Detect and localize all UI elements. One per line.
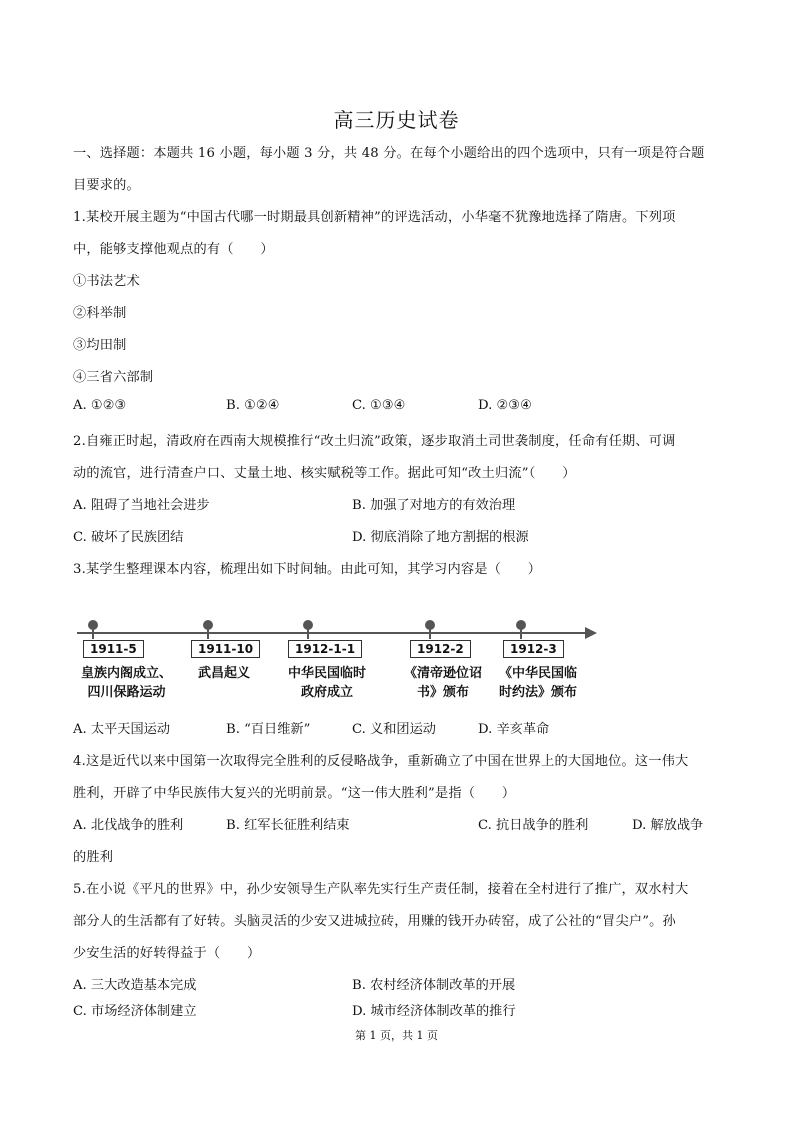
q5-stem-line2: 部分人的生活都有了好转。头脑灵活的少安又进城拉砖，用赚的钱开办砖窑，成了公社的“冒尖户”。孙: [73, 914, 676, 929]
timeline-label: [198, 664, 250, 683]
q1-item-1: ①书法艺术: [73, 274, 140, 289]
timeline-stem: [92, 629, 94, 639]
timeline-stem: [307, 629, 309, 639]
q3-option-a[interactable]: A. 太平天国运动: [73, 722, 171, 737]
q5-option-c[interactable]: C. 市场经济体制建立: [73, 1004, 197, 1019]
q1-option-d[interactable]: D. ②③④: [478, 398, 532, 413]
q1-stem-line2: 中，能够支撑他观点的有（ ）: [73, 242, 274, 257]
timeline-date: 1912-1-1: [288, 640, 362, 658]
timeline-date: 1911-5: [83, 640, 144, 658]
timeline-label-line1: 皇族内阁成立、: [81, 666, 173, 681]
q4-option-c[interactable]: C. 抗日战争的胜利: [478, 818, 589, 833]
q2-option-c[interactable]: C. 破坏了民族团结: [73, 530, 184, 545]
q4-option-a[interactable]: A. 北伐战争的胜利: [73, 818, 184, 833]
timeline-label-line2: 政府成立: [301, 685, 354, 700]
q4-stem-line1: 4.这是近代以来中国第一次取得完全胜利的反侵略战争，重新确立了中国在世界上的大国地位。这一伟大: [73, 754, 689, 769]
q1-item-2: ②科举制: [73, 306, 127, 321]
section-instructions-line2: 目要求的。: [73, 178, 140, 193]
q1-stem-line1: 1.某校开展主题为“中国古代哪一时期最具创新精神”的评选活动，小华毫不犹豫地选择了隋唐。下列项: [73, 210, 676, 225]
q5-option-a[interactable]: A. 三大改造基本完成: [73, 978, 197, 993]
timeline-date: 1912-3: [503, 640, 564, 658]
q5-stem-line1: 5.在小说《平凡的世界》中，孙少安领导生产队率先实行生产责任制，接着在全村进行了推广，双水村大: [73, 882, 689, 897]
timeline-label: [81, 664, 172, 702]
q1-option-a[interactable]: A. ①②③: [73, 398, 127, 413]
q5-option-b[interactable]: B. 农村经济体制改革的开展: [352, 978, 516, 993]
q1-item-4: ④三省六部制: [73, 370, 154, 385]
timeline-axis: [77, 632, 587, 634]
timeline-date: 1911-10: [191, 640, 260, 658]
q3-option-c[interactable]: C. 义和团运动: [352, 722, 436, 737]
q4-option-b[interactable]: B. 红军长征胜利结束: [226, 818, 350, 833]
q3-option-b[interactable]: B. “百日维新”: [226, 722, 311, 737]
timeline-date: 1912-2: [410, 640, 471, 658]
page-title: 高三历史试卷: [333, 108, 460, 132]
timeline-label-line2: 书》颁布: [417, 685, 470, 700]
q1-item-3: ③均田制: [73, 338, 127, 353]
q2-stem-line1: 2.自雍正时起，清政府在西南大规模推行“改土归流”政策，逐步取消土司世袭制度，任命有任期、可调: [73, 434, 676, 449]
timeline-label-line1: 中华民国临时: [288, 666, 367, 681]
timeline-label-line1: 《中华民国临: [499, 666, 578, 681]
timeline-stem: [207, 629, 209, 639]
q1-option-b[interactable]: B. ①②④: [226, 398, 280, 413]
q4-option-d[interactable]: D. 解放战争: [632, 818, 704, 833]
q3-option-d[interactable]: D. 辛亥革命: [478, 722, 550, 737]
q2-option-b[interactable]: B. 加强了对地方的有效治理: [352, 498, 516, 513]
timeline-stem: [520, 629, 522, 639]
q5-stem-line3: 少安生活的好转得益于（ ）: [73, 946, 261, 961]
timeline-stem: [429, 629, 431, 639]
q2-stem-line2: 动的流官，进行清查户口、丈量土地、核实赋税等工作。据此可知“改土归流”（ ）: [73, 466, 576, 481]
timeline-arrow-icon: [585, 627, 597, 639]
q4-option-d-continuation: 的胜利: [73, 850, 114, 865]
timeline-label-line1: 武昌起义: [198, 666, 251, 681]
timeline-label: [499, 664, 577, 702]
q2-option-a[interactable]: A. 阻碍了当地社会进步: [73, 498, 210, 513]
q5-option-d[interactable]: D. 城市经济体制改革的推行: [352, 1004, 516, 1019]
q3-stem: 3.某学生整理课本内容，梳理出如下时间轴。由此可知，其学习内容是（ ）: [73, 562, 542, 577]
timeline-label-line1: 《清帝逊位诏: [404, 666, 483, 681]
q3-timeline: [73, 612, 603, 707]
q4-stem-line2: 胜利，开辟了中华民族伟大复兴的光明前景。“这一伟大胜利”是指（ ）: [73, 786, 516, 801]
q2-option-d[interactable]: D. 彻底消除了地方割据的根源: [352, 530, 529, 545]
timeline-label-line2: 时约法》颁布: [499, 685, 578, 700]
timeline-label-line2: 四川保路运动: [87, 685, 166, 700]
timeline-label: [288, 664, 366, 702]
timeline-label: [404, 664, 482, 702]
q1-option-c[interactable]: C. ①③④: [352, 398, 406, 413]
page-footer: 第 1 页，共 1 页: [355, 1029, 438, 1042]
section-instructions-line1: 一、选择题：本题共 16 小题，每小题 3 分，共 48 分。在每个小题给出的四个选项中，只有一项是符合题: [73, 146, 705, 161]
